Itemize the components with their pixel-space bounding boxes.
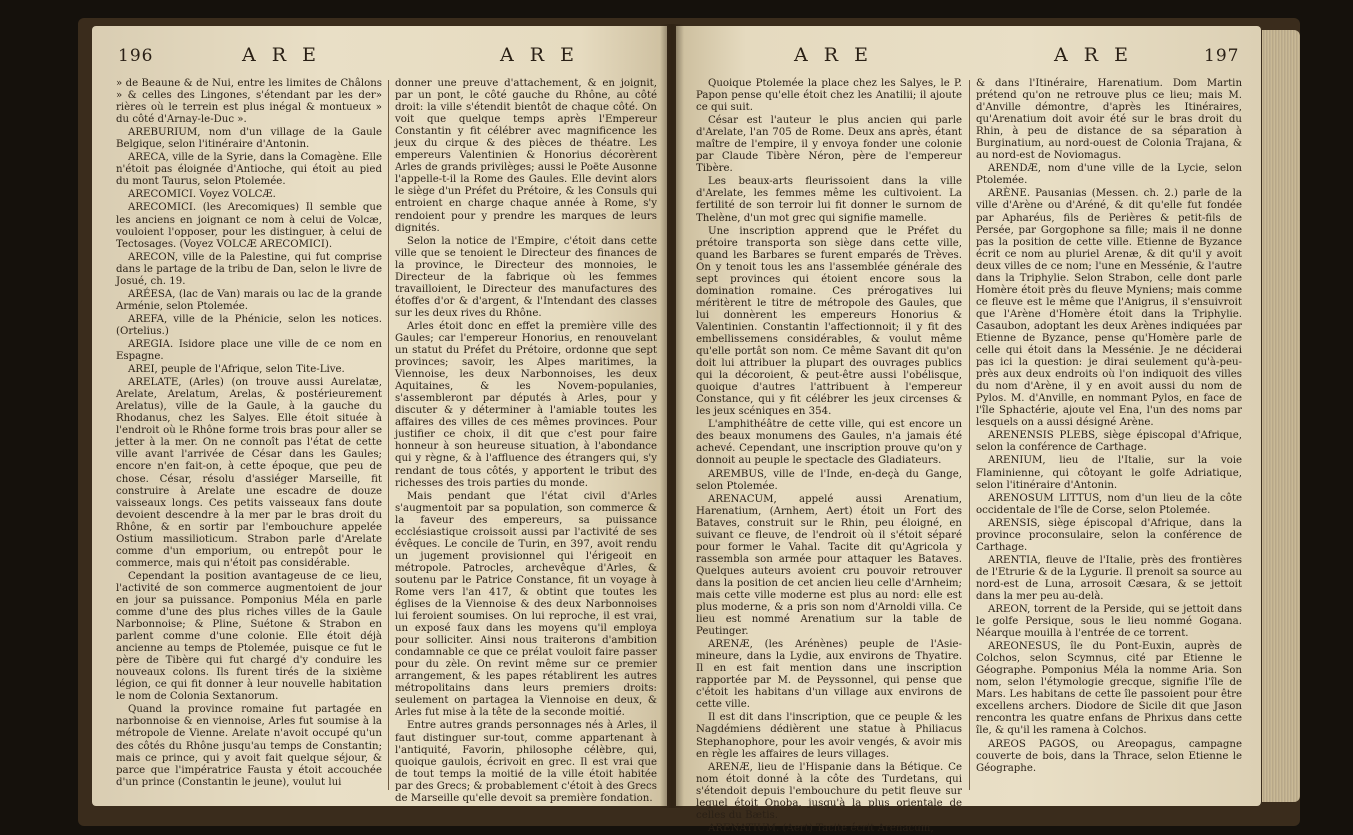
paragraph: donner une preuve d'attachement, & en joignit, par un pont, le côté gauche du Rhône, au côté droit: la ville s'étendit bientôt de chaque côté. On voit que quelque temps après l'Empereur Constantin y fit célébrer avec magnificence les jeux du cirque & des pièces de théatre. Les empereurs Valentinien & Honorius décorèrent Arles de grands privilèges; aussi le Poëte Ausonne l'appelle-t-il la Rome des Gaules. Elle devint alors le siège d'un Préfet du Prétoire, & les Consuls qui entroient en charge chaque année à Rome, s'y rendoient pour y prendre les marques de leurs dignités. [395,78,657,234]
paragraph: ARECOMICI. Voyez VOLCÆ. [128,189,276,201]
paragraph: ARENDÆ, nom d'une ville de la Lycie, selon Ptolemée. [976,163,1242,187]
paragraph: AREFA, ville de la Phénicie, selon les notices. (Ortelius.) [116,313,382,337]
paragraph: ARENACUM, appelé aussi Arenatium, Harenatium, (Arnhem, Aert) étoit un Fort des Bataves, construit sur le Rhin, peu éloigné, en suivant ce fleuve, de l'endroit où il s'étoit séparé pour former le Vahal. Tacite dit qu'Agricola y rassembla son armée pour attaquer les Bataves. Quelques auteurs avoient cru pouvoir retrouver dans la position de cet ancien lieu celle d'Arnheim; mais cette ville moderne est plus au nord: elle est plus moderne, & a pris son nom d'Arnoldi villa. Ce lieu est nommé Arenatium sur la table de Peutinger. [696,493,962,638]
paragraph: ARÈNE. Pausanias (Messen. ch. 2.) parle de la ville d'Arène ou d'Aréné, & dit qu'elle fut fondée par Apharéus, fils de Perières & petit-fils de Persée, par Gorgophone sa fille; mais il ne donne pas la position de cette ville. Etienne de Byzance écrit ce nom au pluriel Arenæ, & dit qu'il y avoit deux villes de ce nom; l'une en Messénie, & l'autre dans la Triphylie. Selon Strabon, celle dont parle Homère étoit près du fleuve Myniens; mais comme ce fleuve est le même que l'Anigrus, il s'ensuivroit que l'Arène d'Homère étoit dans la Triphylie. Casaubon, adoptant les deux Arènes indiquées par Etienne de Byzance, pense qu'Homère parle de celle qui étoit dans la Messénie. Je ne déciderai pas ici la question: je dirai seulement qu'à-peu-près aux deux endroits où l'on indiquoit des villes du nom d'Arène, il y en avoit aussi du nom de Pylos. M. d'Anville, en nommant Pylos, en face de l'île Sphactérie, ajoute vel Ena, l'un des noms par lesquels on a aussi désigné Arène. [976,188,1242,429]
paragraph: » de Beaune & de Nui, entre les limites de Châlons » & celles des Lingones, s'étendant par les der» rières où le terrein est plus inégal & montueux » du côté d'Arnay-le-Duc ». [116,78,382,126]
page-number: 197 [1204,46,1240,66]
paragraph: Cependant la position avantageuse de ce lieu, l'activité de son commerce augmentoient de jour en jour sa puissance. Pomponius Méla en parle comme d'une des plus riches villes de la Gaule Narbonnoise; & Pline, Suétone & Strabon en parlent comme d'une colonie. Elle étoit déjà ancienne au temps de Ptolemée, puisque ce fut le père de Tibère qui fut chargé d'y conduire les nouveaux colons. Ils furent tirés de la sixième légion, ce qui fit donner à leur nouvelle habitation le nom de Colonia Sextanorum. [116,570,382,703]
right-page [676,26,1261,834]
text-column-2 [976,78,1242,792]
page-number: 196 [118,46,154,66]
page-edges [1262,30,1300,802]
paragraph: & dans l'Itinéraire, Harenatium. Dom Martin prétend qu'on ne retrouve plus ce lieu; mais M. d'Anville démontre, d'après les Itinéraires, qu'Arenatium doit avoir été sur le bras droit du Rhin, à peu de distance de sa séparation à Burginatium, au nord-ouest de Colonia Trajana, & au nord-est de Noviomagus. [976,78,1242,162]
paragraph: ARENENSIS PLEBS, siège épiscopal d'Afrique, selon la conférence de Carthage. [976,430,1242,454]
book-gutter-shadow [660,24,684,808]
paragraph: ARELATE, (Arles) (on trouve aussi Aurelatæ, Arelate, Arelatum, Arelas, & postérieurement Arelatus), ville de la Gaule, à la gauche du Rhodanus, chez les Salyes. Elle étoit située à l'endroit où le Rhône forme trois bras pour aller se jetter à la mer. On ne connoît pas l'état de cette ville avant l'arrivée de César dans les Gaules; encore n'en fait-on, à cette époque, que peu de chose. César, résolu d'assiéger Marseille, fit construire à Arelate une escadre de douze vaisseaux longs. Ces petits vaisseaux fans doute devoient descendre à la mer par le bras droit du Rhône, & en sortir par l'embouchure appelée Ostium massilioticum. Strabon parle d'Arelate comme d'un emporium, ou entrepôt pour le commerce, mais qui n'étoit pas considérable. [116,377,382,569]
paragraph: AREON, torrent de la Perside, qui se jettoit dans le golfe Persique, sous le lieu nommé Gogana. Néarque mouilla à l'entrée de ce torrent. [976,604,1242,640]
paragraph: ARENOSUM LITTUS, nom d'un lieu de la côte occidentale de l'île de Corse, selon Ptolemée. [976,492,1242,516]
paragraph: ARENIUM, lieu de l'Italie, sur la voie Flaminienne, qui côtoyant le golfe Adriatique, selon l'itinéraire d'Antonin. [976,455,1242,491]
paragraph: ARECON, ville de la Palestine, qui fut comprise dans le partage de la tribu de Dan, selon le livre de Josué, ch. 19. [116,251,382,287]
paragraph: Quoique Ptolemée la place chez les Salyes, le P. Papon pense qu'elle étoit chez les Anatilii; il ajoute ce qui suit. [696,78,962,114]
column-divider [388,80,389,790]
running-headword: A R E [242,44,321,66]
paragraph: Selon la notice de l'Empire, c'étoit dans cette ville que se tenoient le Directeur des finances de la province, le Directeur des monnoies, le Directeur de la fabrique où les femmes travailloient, le Directeur des manufactures des étoffes d'or & d'argent, & l'Intendant des classes sur les deux rives du Rhône. [395,235,657,319]
paragraph: ARÉESA, (lac de Van) marais ou lac de la grande Arménie, selon Ptolemée. [116,288,382,312]
paragraph: ARECA, ville de la Syrie, dans la Comagène. Elle n'étoit pas éloignée d'Antioche, qui étoit au pied du mont Taurus, selon Ptolemée. [116,152,382,188]
paragraph: ARENTIA, fleuve de l'Italie, près des frontières de l'Etrurie & de la Lygurie. Il prenoit sa source au nord-est de Luna, arrosoit Cæsara, & se jettoit dans la mer peu au-delà. [976,554,1242,602]
paragraph: AREONESUS, île du Pont-Euxin, auprès de Colchos, selon Scymnus, cité par Etienne le Géographe. Pomponius Méla la nomme Aria. Son nom, selon l'étymologie grecque, signifie l'île de Mars. Les habitans de cette île passoient pour être excellens archers. Diodore de Sicile dit que Jason rencontra les quatre enfans de Phrixus dans cette île, & qu'il les ramena à Colchos. [976,641,1242,737]
column-divider [969,80,970,790]
paragraph: L'amphithéâtre de cette ville, qui est encore un des beaux monumens des Gaules, n'a jamais été achevé. Cependant, une inscription prouve qu'on y donnoit au peuple le spectacle des Gladiateurs. [696,419,962,467]
left-page-header [92,44,667,68]
paragraph: AREGIA. Isidore place une ville de ce nom en Espagne. [116,338,382,363]
paragraph: ARENÆ, lieu de l'Hispanie dans la Bétique. Ce nom étoit donné à la côte des Turdetans, qui s'étendoit depuis l'embouchure du petit fleuve sur lequel étoit Onoba, jusqu'à la plus orientale de celles du Bætis. [696,761,962,821]
left-page [92,26,667,806]
text-column-2 [395,78,657,804]
text-column-1 [116,78,382,792]
paragraph: ARENATIUM. (Aert) Tacite écrit Arenacum, [708,822,934,834]
paragraph: Les beaux-arts fleurissoient dans la ville d'Arelate, les femmes même les cultivoient. La fertilité de son terroir lui fit donner le surnom de Thelène, d'un mot grec qui signifie mamelle. [696,176,962,224]
paragraph: César est l'auteur le plus ancien qui parle d'Arelate, l'an 705 de Rome. Deux ans après, étant maître de l'empire, il y envoya fonder une colonie par Claude Tibère Néron, père de l'empereur Tibère. [696,115,962,175]
paragraph: AREMBUS, ville de l'Inde, en-deçà du Gange, selon Ptolemée. [696,468,962,492]
paragraph: Il est dit dans l'inscription, que ce peuple & les Nagdémiens dédièrent une statue à Philiacus Stephanophore, pour les avoir vengés, & avoir mis en règle les affaires de leurs villages. [696,712,962,760]
running-headword: A R E [500,44,579,66]
paragraph: Arles étoit donc en effet la première ville des Gaules; car l'empereur Honorius, en renouvelant un statut du Préfet du Prétoire, ordonne que sept provinces; savoir, les Alpes maritimes, la Viennoise, les deux Narbonnoises, les deux Aquitaines, & les Novem-populanies, s'assembleront par députés à Arles, pour y discuter & y déterminer à l'amiable toutes les affaires des villes de ces mêmes provinces. Pour justifier ce choix, il dit que c'est pour faire honneur à son heureuse situation, à l'abondance qui y règne, & à l'affluence des étrangers qui, s'y rendant de tous côtés, y apportent le tribut des richesses des trois parties du monde. [395,320,657,489]
paragraph: ARENSIS, siège épiscopal d'Afrique, dans la province proconsulaire, selon la conférence de Carthage. [976,517,1242,553]
paragraph: Quand la province romaine fut partagée en narbonnoise & en viennoise, Arles fut soumise à la métropole de Vienne. Arelate n'avoit occupé qu'un des côtés du Rhône jusqu'au temps de Constantin; mais ce prince, qui y avoit fait quelque séjour, & parce que l'impératrice Fausta y étoit accouchée d'un prince (Constantin le jeune), voulut lui [116,704,382,788]
paragraph: ARECOMICI. (les Arecomiques) Il semble que les anciens en joignant ce nom à celui de Volcæ, vouloient l'opposer, pour les distinguer, à celui de Tectosages. (Voyez VOLCÆ ARECOMICI). [116,202,382,250]
paragraph: AREOS PAGOS, ou Areopagus, campagne couverte de bois, dans la Thrace, selon Etienne le Géographe. [976,738,1242,774]
right-page-header [676,44,1261,68]
paragraph: AREI, peuple de l'Afrique, selon Tite-Live. [128,364,345,376]
paragraph: Une inscription apprend que le Préfet du prétoire transporta son siège dans cette ville, quand les Barbares se furent emparés de Trèves. On y tenoit tous les ans l'assemblée générale des sept provinces qui étoient encore sous la domination romaine. Ces prérogatives lui méritèrent le titre de métropole des Gaules, que lui donnèrent les empereurs Honorius & Valentinien. Constantin l'affectionnoit; il y fit des embellissemens considérables, & voulut même qu'elle portât son nom. Ce même Savant dit qu'on doit lui attribuer la plupart des ouvrages publics qui la décoroient, & peut-être aussi l'obélisque, quoique d'autres l'attribuent à l'empereur Constance, qui y fit célébrer les jeux circenses & les jeux scéniques en 354. [696,225,962,418]
paragraph: Mais pendant que l'état civil d'Arles s'augmentoit par sa population, son commerce & la faveur des empereurs, sa puissance ecclésiastique croissoit aussi par l'activité de ses évêques. Le concile de Turin, en 397, avoit rendu un jugement provisionnel qui l'érigeoit en métropole. Patrocles, archevêque d'Arles, & soutenu par le Patrice Constance, fit un voyage à Rome vers l'an 417, & obtint que toutes les églises de la Viennoise & des deux Narbonnoises lui feroient soumises. On lui reproche, il est vrai, un exposé faux dans les moyens qu'il employa pour solliciter. Ainsi nous traiterons d'ambition condamnable ce que ce prélat vouloit faire passer pour du zèle. On revint même sur ce premier arrangement, & les papes rétablirent les autres métropolitains dans leurs premiers droits: seulement on partagea la Viennoise en deux, & Arles fut mise à la tête de la seconde moitié. [395,490,657,719]
paragraph: ARENÆ, (les Arénènes) peuple de l'Asie-mineure, dans la Lydie, aux environs de Thyatire. Il en est fait mention dans une inscription rapportée par M. de Peyssonnel, qui pense que c'étoit les habitans d'un village aux environs de cette ville. [696,639,962,711]
text-column-1 [696,78,962,834]
running-headword: A R E [1054,44,1133,66]
running-headword: A R E [794,44,873,66]
paragraph: Entre autres grands personnages nés à Arles, il faut distinguer sur-tout, comme appartenant à l'antiquité, Favorin, philosophe célèbre, qui, quoique gaulois, écrivoit en grec. Il est vrai que de tout temps la moitié de la ville étoit habitée par des Grecs; & probablement c'étoit à des Grecs de Marseille qu'elle devoit sa première fondation. [395,720,657,804]
paragraph: AREBURIUM, nom d'un village de la Gaule Belgique, selon l'itinéraire d'Antonin. [116,127,382,151]
